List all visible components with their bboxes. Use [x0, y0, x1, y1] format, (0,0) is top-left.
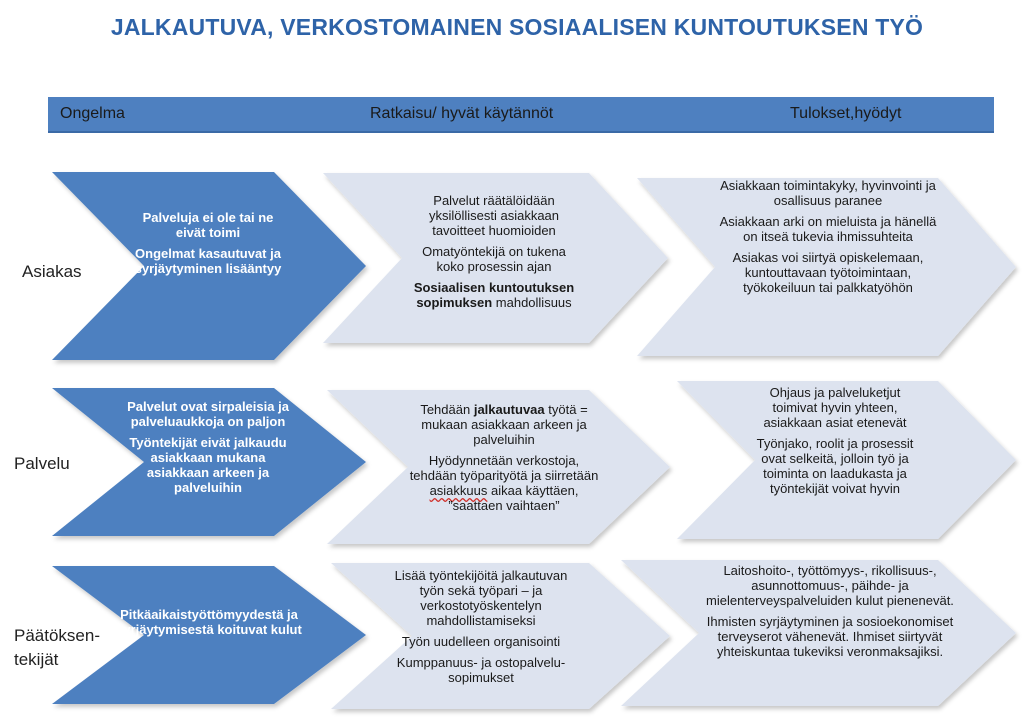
row1-solution-item: Palvelut räätälöidään yksilöllisesti asiakkaan tavoitteet huomioiden: [428, 193, 560, 238]
row1-solution-rest: mahdollisuus: [492, 295, 572, 310]
row2-problem-text: [122, 399, 294, 495]
row2-result-item: Työnjako, roolit ja prosessit ovat selkeitä, jolloin työ ja toiminta on laadukasta ja työntekijät voivat hyvin: [756, 436, 914, 496]
row2-solution-d: aikaa käyttäen, ”saattaen vaihtaen”: [448, 483, 579, 513]
row2-results-text: [755, 385, 915, 496]
row1-results-text: [718, 178, 938, 295]
row3-problem-item: Pitkäaikaistyöttömyydestä ja syrjäytymisestä koituvat kulut: [116, 607, 302, 637]
row2-solution-bold: jalkautuvaa: [473, 402, 545, 417]
header-results: Tulokset,hyödyt: [790, 105, 902, 122]
row2-problem-item: Palvelut ovat sirpaleisia ja palveluaukkoja on paljon: [127, 399, 289, 429]
row3-results-text: [690, 563, 970, 659]
row3-solution-text: [388, 568, 574, 685]
row1-result-item: Asiakas voi siirtyä opiskelemaan, kuntouttavaan työtoimintaan, työkokeiluun tai palkkatyöhön: [732, 250, 924, 295]
row1-solution-item: [408, 280, 580, 310]
row2-solution-a: Tehdään: [420, 402, 474, 417]
row2-solution-b: työtä = mukaan asiakkaan arkeen ja palveluihin: [421, 402, 588, 447]
row3-result-item: Ihmisten syrjäytyminen ja sosioekonomiset terveyserot vähenevät. Ihmiset siirtyvät yhteiskuntaa tukeviksi veronmaksajiksi.: [706, 614, 954, 659]
row2-solution-text: [404, 402, 604, 513]
row-label-line2: tekijät: [14, 650, 59, 669]
row3-solution-item: Kumppanuus- ja ostopalvelu-sopimukset: [396, 655, 566, 685]
row2-result-item: Ohjaus ja palveluketjut toimivat hyvin yhteen, asiakkaan asiat etenevät: [763, 385, 907, 430]
row1-problem-item: Palveluja ei ole tai ne eivät toimi: [142, 210, 274, 240]
row3-solution-item: Työn uudelleen organisointi: [401, 634, 561, 649]
row-label-line1: Päätöksen-: [14, 626, 100, 645]
row1-problem-item: Ongelmat kasautuvat ja syrjäytyminen lisääntyy: [134, 246, 282, 276]
row1-result-item: Asiakkaan arki on mieluista ja hänellä on itseä tukevia ihmissuhteita: [719, 214, 937, 244]
row1-problem-text: [134, 210, 282, 276]
header-solution: Ratkaisu/ hyvät käytännöt: [370, 105, 554, 122]
row2-problem-item: Työntekijät eivät jalkaudu asiakkaan mukana asiakkaan arkeen ja palveluihin: [129, 435, 287, 495]
row-label-palvelu: Palvelu: [14, 454, 70, 473]
row3-result-item: Laitoshoito-, työttömyys-, rikollisuus-, asunnottomuus-, päihde- ja mielenterveyspalveluiden kulut pienenevät.: [706, 563, 954, 608]
row2-solution-item: [404, 453, 604, 513]
row3-solution-item: Lisää työntekijöitä jalkautuvan työn sekä työpari – ja verkostotyöskentelyn mahdollistamiseksi: [394, 568, 568, 628]
row1-solution-bold: Sosiaalisen kuntoutuksen sopimuksen: [413, 280, 575, 310]
row2-solution-item: [404, 402, 604, 447]
row2-solution-squig: asiakkuus: [429, 483, 488, 498]
row1-solution-text: [408, 193, 580, 310]
row1-result-item: Asiakkaan toimintakyky, hyvinvointi ja osallisuus paranee: [720, 178, 936, 208]
row-label-asiakas: Asiakas: [22, 262, 82, 281]
row-label-paatoksentekijat: [14, 624, 100, 672]
row2-solution-c: Hyödynnetään verkostoja, tehdään työparityötä ja siirretään: [409, 453, 599, 483]
row3-problem-text: [114, 607, 304, 637]
header-problem: Ongelma: [60, 105, 125, 122]
diagram-title: JALKAUTUVA, VERKOSTOMAINEN SOSIAALISEN KUNTOUTUKSEN TYÖ: [110, 14, 924, 40]
row1-solution-item: Omatyöntekijä on tukena koko prosessin ajan: [422, 244, 566, 274]
